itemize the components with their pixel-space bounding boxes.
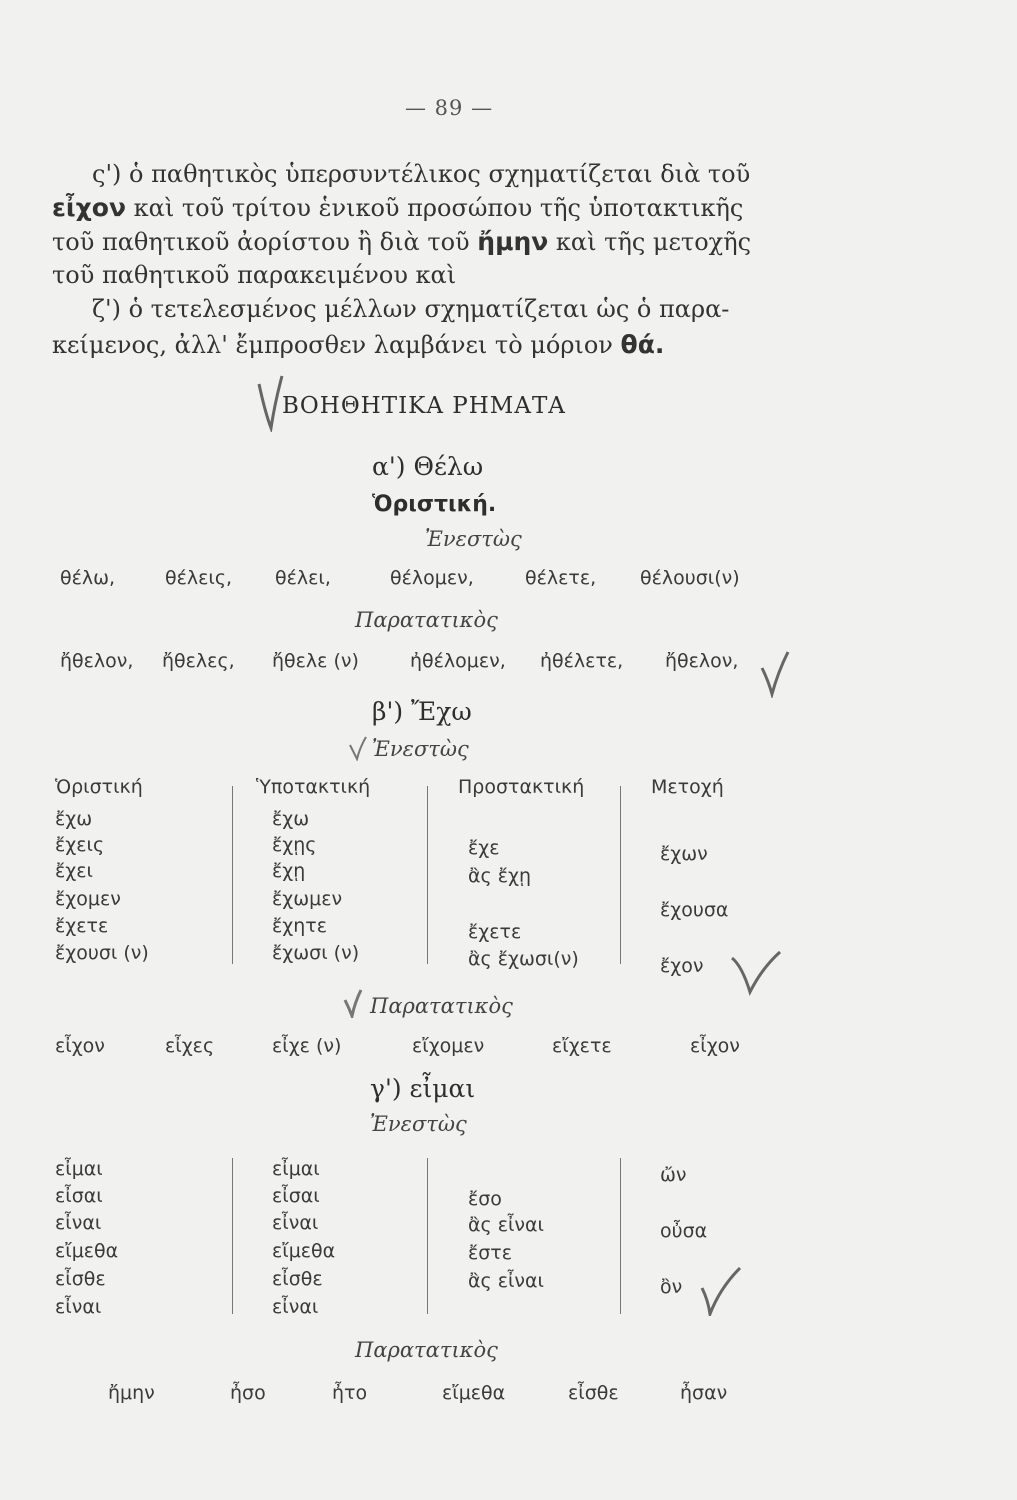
thelo-imperfect-4: ἠθέλομεν, [410,650,506,672]
eimai-imperfect-1: ἤμην [108,1382,155,1404]
paragraph-line-6: κείμενος, ἀλλ' ἔμπροσθεν λαμβάνει τὸ μόριον θά. [52,330,665,359]
eimai-imperfect-6: ἦσαν [680,1382,728,1404]
column-divider [620,786,621,964]
bold-term-eichon: εἶχον [52,193,126,222]
echo-imp-2: ἂς ἔχῃ [468,865,532,887]
tense-label-imperfect: Παρατατικὸς [355,608,498,632]
echo-sub-5: ἔχητε [272,915,327,937]
eimai-imp-3: ἔστε [468,1242,513,1264]
echo-ind-6: ἔχουσι (ν) [55,942,149,964]
mood-label: Ὁριστική. [372,492,497,517]
bold-term-tha: θά. [620,330,665,359]
eimai-sub-1: εἶμαι [272,1158,320,1180]
echo-ind-1: ἔχω [55,808,93,830]
echo-imperfect-4: εἴχομεν [412,1035,485,1057]
echo-part-3: ἔχον [660,955,704,977]
eimai-imp-2: ἂς εἶναι [468,1214,544,1236]
col-header-indicative: Ὁριστική [55,776,143,798]
column-divider [427,786,428,964]
page-number: — 89 — [405,96,494,120]
column-divider [232,786,233,964]
eimai-ind-1: εἶμαι [55,1158,103,1180]
echo-imperfect-6: εἶχον [690,1035,740,1057]
thelo-present-1: θέλω, [60,567,116,589]
col-header-participle: Μετοχή [651,776,724,798]
thelo-imperfect-6: ἤθελον, [665,650,739,672]
pencil-check-mark [255,372,285,432]
column-divider [232,1158,233,1314]
echo-imp-4: ἂς ἔχωσι(ν) [468,948,579,970]
echo-ind-5: ἔχετε [55,915,109,937]
echo-ind-4: ἔχομεν [55,888,121,910]
eimai-ind-5: εἶσθε [55,1268,106,1290]
eimai-sub-6: εἶναι [272,1296,319,1318]
echo-sub-1: ἔχω [272,808,310,830]
echo-sub-4: ἔχωμεν [272,888,343,910]
echo-ind-2: ἔχεις [55,834,105,856]
eimai-imperfect-2: ἦσο [230,1382,266,1404]
column-divider [620,1158,621,1314]
col-header-subjunctive: Ὑποτακτική [256,776,371,798]
paragraph-line-5: ζ') ὁ τετελεσμένος μέλλων σχηματίζεται ὡς ὁ παρα- [92,295,730,323]
tense-label-imperfect: Παρατατικὸς [355,1338,498,1362]
paragraph-line-4: τοῦ παθητικοῦ παρακειμένου καὶ [52,261,457,289]
thelo-present-3: θέλει, [275,567,331,589]
paragraph-line-2: εἶχον καὶ τοῦ τρίτου ἑνικοῦ προσώπου τῆς ὑποτακτικῆς [52,193,744,222]
eimai-ind-6: εἶναι [55,1296,102,1318]
bold-term-imin: ἤμην [477,227,549,256]
echo-imperfect-2: εἶχες [165,1035,215,1057]
tense-label-present: Ἐνεστὼς [370,1112,467,1136]
eimai-ind-4: εἴμεθα [55,1240,119,1262]
echo-imp-1: ἔχε [468,837,500,859]
thelo-present-5: θέλετε, [525,567,597,589]
eimai-part-1: ὤν [660,1164,687,1186]
echo-sub-6: ἔχωσι (ν) [272,942,360,964]
eimai-imp-4: ἂς εἶναι [468,1270,544,1292]
thelo-present-4: θέλομεν, [390,567,474,589]
eimai-ind-3: εἶναι [55,1212,102,1234]
eimai-sub-4: εἴμεθα [272,1240,336,1262]
eimai-imperfect-4: εἴμεθα [442,1382,506,1404]
pencil-check-mark [728,948,784,998]
column-divider [427,1158,428,1314]
thelo-imperfect-1: ἤθελον, [60,650,134,672]
echo-sub-2: ἔχῃς [272,834,317,856]
verb-title-eimai: γ') εἶμαι [370,1074,476,1103]
eimai-part-2: οὖσα [660,1220,708,1242]
pencil-check-mark [698,1264,744,1316]
pencil-check-mark [343,988,363,1018]
echo-imperfect-1: εἶχον [55,1035,105,1057]
echo-part-2: ἔχουσα [660,899,729,921]
echo-imp-3: ἔχετε [468,921,522,943]
tense-label-present: Ἐνεστὼς [372,737,469,761]
eimai-imp-1: ἔσο [468,1188,502,1210]
thelo-present-2: θέλεις, [165,567,233,589]
echo-ind-3: ἔχει [55,860,93,882]
eimai-imperfect-3: ἦτο [332,1382,368,1404]
echo-imperfect-3: εἶχε (ν) [272,1035,342,1057]
col-header-imperative: Προστακτική [458,776,585,798]
verb-title-echo: β') Ἔχω [372,697,472,726]
eimai-sub-2: εἶσαι [272,1185,320,1207]
verb-title-thelo: α') Θέλω [372,452,484,481]
eimai-part-3: ὂν [660,1276,683,1298]
echo-part-1: ἔχων [660,843,708,865]
eimai-sub-5: εἶσθε [272,1268,323,1290]
paragraph-line-1: ς') ὁ παθητικὸς ὑπερσυντέλικος σχηματίζεται διὰ τοῦ [92,160,751,188]
eimai-sub-3: εἶναι [272,1212,319,1234]
pencil-check-mark [758,648,792,698]
thelo-imperfect-3: ἤθελε (ν) [272,650,359,672]
thelo-present-6: θέλουσι(ν) [640,567,740,589]
tense-label-present: Ἐνεστὼς [425,527,522,551]
echo-sub-3: ἔχῃ [272,860,306,882]
eimai-imperfect-5: εἶσθε [568,1382,619,1404]
thelo-imperfect-2: ἤθελες, [162,650,235,672]
section-heading: ΒΟΗΘΗΤΙΚΑ ΡΗΜΑΤΑ [282,393,566,419]
pencil-check-mark [348,735,368,761]
tense-label-imperfect: Παρατατικὸς [370,994,513,1018]
echo-imperfect-5: εἴχετε [552,1035,612,1057]
thelo-imperfect-5: ἠθέλετε, [540,650,624,672]
paragraph-line-3: τοῦ παθητικοῦ ἀορίστου ἢ διὰ τοῦ ἤμην καὶ τῆς μετοχῆς [52,227,752,256]
eimai-ind-2: εἶσαι [55,1185,103,1207]
